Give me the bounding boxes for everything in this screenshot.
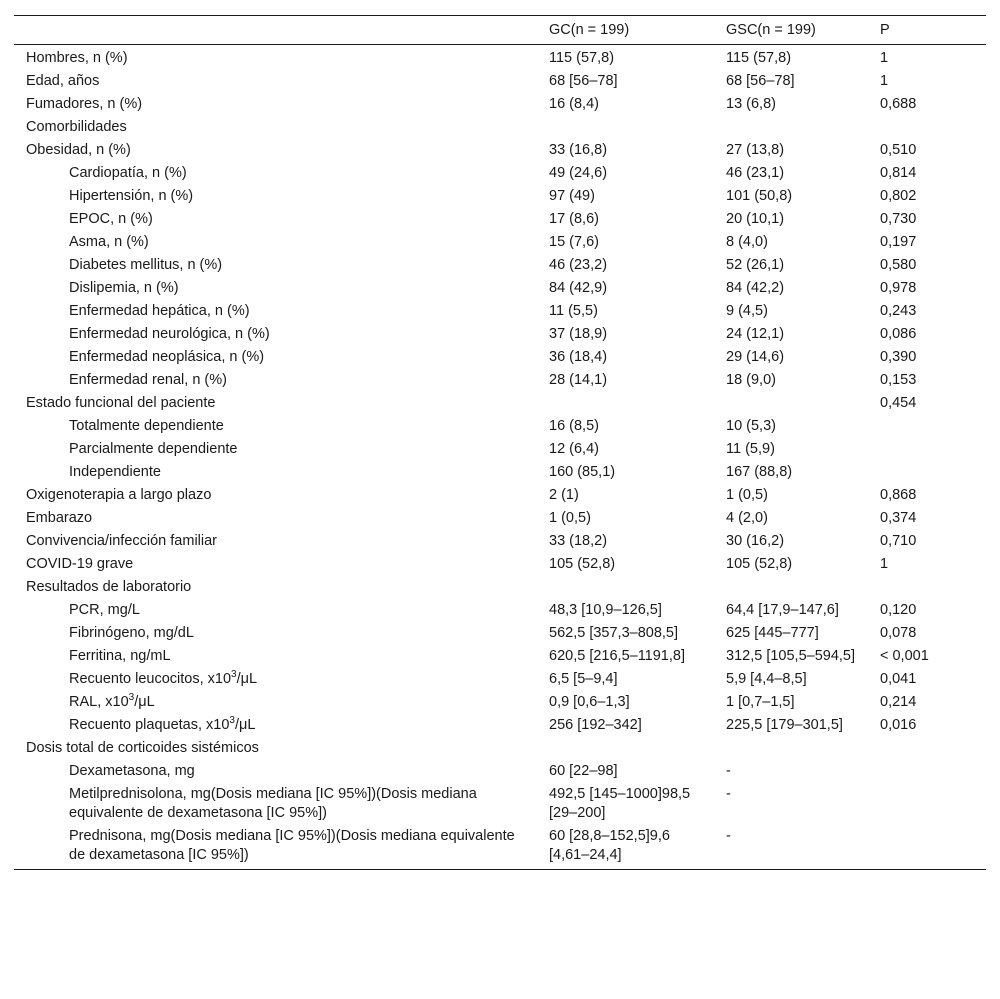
cell-p: 0,580: [880, 257, 917, 273]
cell-gsc: 18 (9,0): [726, 372, 776, 388]
table-row: [14, 691, 986, 714]
cell-gc: 16 (8,5): [549, 418, 599, 434]
cell-p: 0,214: [880, 694, 917, 710]
row-label: Enfermedad neoplásica, n (%): [69, 349, 265, 365]
cell-p: [868, 438, 986, 461]
cell-gc: 17 (8,6): [549, 211, 599, 227]
table-row: [14, 392, 986, 415]
cell-gsc: 5,9 [4,4–8,5]: [726, 671, 807, 687]
table-row: [14, 116, 986, 139]
table-row: [14, 737, 986, 760]
cell-gsc: 11 (5,9): [726, 441, 775, 457]
cell-gc: 60 [22–98]: [549, 763, 618, 779]
row-label: Fumadores, n (%): [26, 96, 143, 112]
cell-gsc: 105 (52,8): [726, 556, 793, 572]
row-label: Dexametasona, mg: [69, 763, 195, 779]
cell-gc: 97 (49): [549, 188, 595, 204]
cell-gc: 16 (8,4): [549, 96, 599, 112]
table-row: [14, 323, 986, 346]
table-row: [14, 576, 986, 599]
cell-p: 0,868: [880, 487, 917, 503]
cell-p: 0,390: [880, 349, 917, 365]
cell-gc: [537, 576, 714, 599]
row-label: Prednisona, mg(Dosis mediana [IC 95%])(Dosis mediana equivalente de dexametasona [IC 95%]): [69, 828, 515, 863]
table-row: [14, 668, 986, 691]
cell-gc: [537, 392, 714, 415]
cell-gsc: 625 [445–777]: [726, 625, 819, 641]
table-row: [14, 254, 986, 277]
cell-gsc: 30 (16,2): [726, 533, 785, 549]
row-label: Estado funcional del paciente: [26, 395, 216, 411]
table-header-row: [14, 16, 986, 45]
table-row: [14, 599, 986, 622]
row-label: Edad, años: [26, 73, 100, 89]
cell-p: 0,086: [880, 326, 917, 342]
row-label: Diabetes mellitus, n (%): [69, 257, 223, 273]
cell-gc: 84 (42,9): [549, 280, 608, 296]
cell-p: 0,153: [880, 372, 917, 388]
row-label: Ferritina, ng/mL: [69, 648, 171, 664]
row-label: Enfermedad renal, n (%): [69, 372, 227, 388]
row-label: Enfermedad neurológica, n (%): [69, 326, 270, 342]
cell-gc: 562,5 [357,3–808,5]: [549, 625, 679, 641]
cell-p: 0,078: [880, 625, 917, 641]
row-label: Hombres, n (%): [26, 50, 128, 66]
header-gsc: GSC(n = 199): [726, 22, 816, 38]
row-label: Convivencia/infección familiar: [26, 533, 217, 549]
cell-p: [868, 825, 986, 870]
cell-gsc: 52 (26,1): [726, 257, 785, 273]
cell-gsc: 4 (2,0): [726, 510, 768, 526]
cell-gsc: [714, 392, 868, 415]
table-row: [14, 300, 986, 323]
cell-gsc: 13 (6,8): [726, 96, 776, 112]
cell-p: [868, 783, 986, 825]
cell-gsc: 29 (14,6): [726, 349, 785, 365]
cell-gsc: [714, 737, 868, 760]
cell-gsc: 225,5 [179–301,5]: [726, 717, 843, 733]
row-label: Obesidad, n (%): [26, 142, 131, 158]
row-label: EPOC, n (%): [69, 211, 153, 227]
table-row: [14, 484, 986, 507]
cell-gc: 105 (52,8): [549, 556, 616, 572]
cell-gsc: 84 (42,2): [726, 280, 785, 296]
row-label: Cardiopatía, n (%): [69, 165, 187, 181]
cell-gsc: 101 (50,8): [726, 188, 793, 204]
cell-gsc: -: [726, 828, 731, 844]
cell-gsc: 27 (13,8): [726, 142, 785, 158]
cell-gsc: [714, 576, 868, 599]
cell-gsc: 167 (88,8): [726, 464, 793, 480]
cell-p: 0,041: [880, 671, 917, 687]
row-label: Metilprednisolona, mg(Dosis mediana [IC 95%])(Dosis mediana equivalente de dexametasona [IC 95%]): [69, 786, 477, 821]
cell-p: 0,197: [880, 234, 917, 250]
row-label: Hipertensión, n (%): [69, 188, 194, 204]
cell-gc: 0,9 [0,6–1,3]: [549, 694, 630, 710]
row-label: PCR, mg/L: [69, 602, 140, 618]
row-label: Enfermedad hepática, n (%): [69, 303, 250, 319]
row-label: Totalmente dependiente: [69, 418, 224, 434]
cell-gsc: 9 (4,5): [726, 303, 768, 319]
header-p: P: [880, 22, 890, 38]
cell-p: [868, 415, 986, 438]
cell-gsc: -: [726, 763, 731, 779]
table-row: [14, 714, 986, 737]
table-row: [14, 208, 986, 231]
cell-gsc: 312,5 [105,5–594,5]: [726, 648, 856, 664]
cell-p: 0,016: [880, 717, 917, 733]
cell-gc: 256 [192–342]: [549, 717, 642, 733]
cell-p: [868, 576, 986, 599]
header-gc: GC(n = 199): [549, 22, 630, 38]
baseline-characteristics-table: [14, 15, 986, 870]
table-row: [14, 760, 986, 783]
cell-p: 1: [880, 50, 889, 66]
cell-gc: 620,5 [216,5–1191,8]: [549, 648, 685, 664]
row-label: RAL, $x10^3/\mu L$: [69, 692, 155, 710]
row-label: Fibrinógeno, mg/dL: [69, 625, 194, 641]
row-label: COVID-19 grave: [26, 556, 134, 572]
row-label: Comorbilidades: [26, 119, 127, 135]
table-row: [14, 415, 986, 438]
table-row: [14, 231, 986, 254]
cell-gc: 46 (23,2): [549, 257, 608, 273]
cell-p: 1: [880, 73, 889, 89]
table-row: [14, 622, 986, 645]
table-row: [14, 70, 986, 93]
table-row: [14, 277, 986, 300]
row-label: Oxigenoterapia a largo plazo: [26, 487, 212, 503]
cell-gc: 12 (6,4): [549, 441, 599, 457]
cell-gsc: 68 [56–78]: [726, 73, 795, 89]
cell-gc: 11 (5,5): [549, 303, 598, 319]
row-label: Resultados de laboratorio: [26, 579, 192, 595]
cell-gc: 49 (24,6): [549, 165, 608, 181]
cell-p: [868, 461, 986, 484]
cell-gc: 1 (0,5): [549, 510, 591, 526]
cell-gc: [537, 737, 714, 760]
cell-gc: 33 (18,2): [549, 533, 608, 549]
cell-p: 0,978: [880, 280, 917, 296]
cell-gsc: 115 (57,8): [726, 50, 792, 66]
cell-gc: 2 (1): [549, 487, 579, 503]
row-label: Dosis total de corticoides sistémicos: [26, 740, 259, 756]
cell-gc: 160 (85,1): [549, 464, 616, 480]
table-row: [14, 93, 986, 116]
table-container: [14, 15, 986, 870]
cell-p: 0,710: [880, 533, 917, 549]
table-row: [14, 438, 986, 461]
row-label: Parcialmente dependiente: [69, 441, 238, 457]
row-label: Recuento plaquetas, $x10^3/\mu L$: [69, 715, 256, 733]
cell-p: 0,730: [880, 211, 917, 227]
cell-gsc: 24 (12,1): [726, 326, 785, 342]
cell-p: 0,802: [880, 188, 917, 204]
cell-gsc: 1 [0,7–1,5]: [726, 694, 795, 710]
row-label: Independiente: [69, 464, 161, 480]
row-label: Recuento leucocitos, $x10^3/\mu L$: [69, 669, 258, 687]
table-row: [14, 645, 986, 668]
cell-p: 0,120: [880, 602, 917, 618]
table-row: [14, 346, 986, 369]
row-label: Asma, n (%): [69, 234, 149, 250]
cell-gsc: 64,4 [17,9–147,6]: [726, 602, 839, 618]
table-row: [14, 825, 986, 870]
cell-gc: 15 (7,6): [549, 234, 599, 250]
cell-p: [868, 737, 986, 760]
cell-gc: 492,5 [145–1000]98,5 [29–200]: [549, 786, 691, 821]
cell-gsc: 20 (10,1): [726, 211, 785, 227]
cell-gsc: 46 (23,1): [726, 165, 785, 181]
cell-gc: 6,5 [5–9,4]: [549, 671, 618, 687]
cell-gsc: -: [726, 786, 731, 802]
cell-p: 0,814: [880, 165, 917, 181]
cell-p: 0,688: [880, 96, 917, 112]
table-row: [14, 45, 986, 71]
cell-gsc: 10 (5,3): [726, 418, 776, 434]
row-label: Embarazo: [26, 510, 93, 526]
table-row: [14, 139, 986, 162]
table-row: [14, 185, 986, 208]
cell-gc: 28 (14,1): [549, 372, 608, 388]
table-row: [14, 783, 986, 825]
cell-p: 0,374: [880, 510, 917, 526]
cell-gc: 60 [28,8–152,5]9,6 [4,61–24,4]: [549, 828, 670, 863]
header-variable: [14, 16, 537, 45]
row-label: Dislipemia, n (%): [69, 280, 179, 296]
cell-gc: 33 (16,8): [549, 142, 608, 158]
table-row: [14, 553, 986, 576]
cell-gc: 115 (57,8): [549, 50, 615, 66]
cell-gc: 48,3 [10,9–126,5]: [549, 602, 662, 618]
cell-p: 0,454: [880, 395, 917, 411]
table-row: [14, 461, 986, 484]
cell-gc: 68 [56–78]: [549, 73, 618, 89]
cell-gc: [537, 116, 714, 139]
cell-p: [868, 116, 986, 139]
cell-p: 0,510: [880, 142, 917, 158]
table-row: [14, 369, 986, 392]
cell-p: < 0,001: [880, 648, 929, 664]
table-row: [14, 162, 986, 185]
cell-gc: 36 (18,4): [549, 349, 608, 365]
cell-p: [868, 760, 986, 783]
cell-gsc: 8 (4,0): [726, 234, 768, 250]
cell-gc: 37 (18,9): [549, 326, 608, 342]
cell-gsc: 1 (0,5): [726, 487, 768, 503]
table-row: [14, 530, 986, 553]
cell-gsc: [714, 116, 868, 139]
cell-p: 0,243: [880, 303, 917, 319]
cell-p: 1: [880, 556, 889, 572]
table-row: [14, 507, 986, 530]
